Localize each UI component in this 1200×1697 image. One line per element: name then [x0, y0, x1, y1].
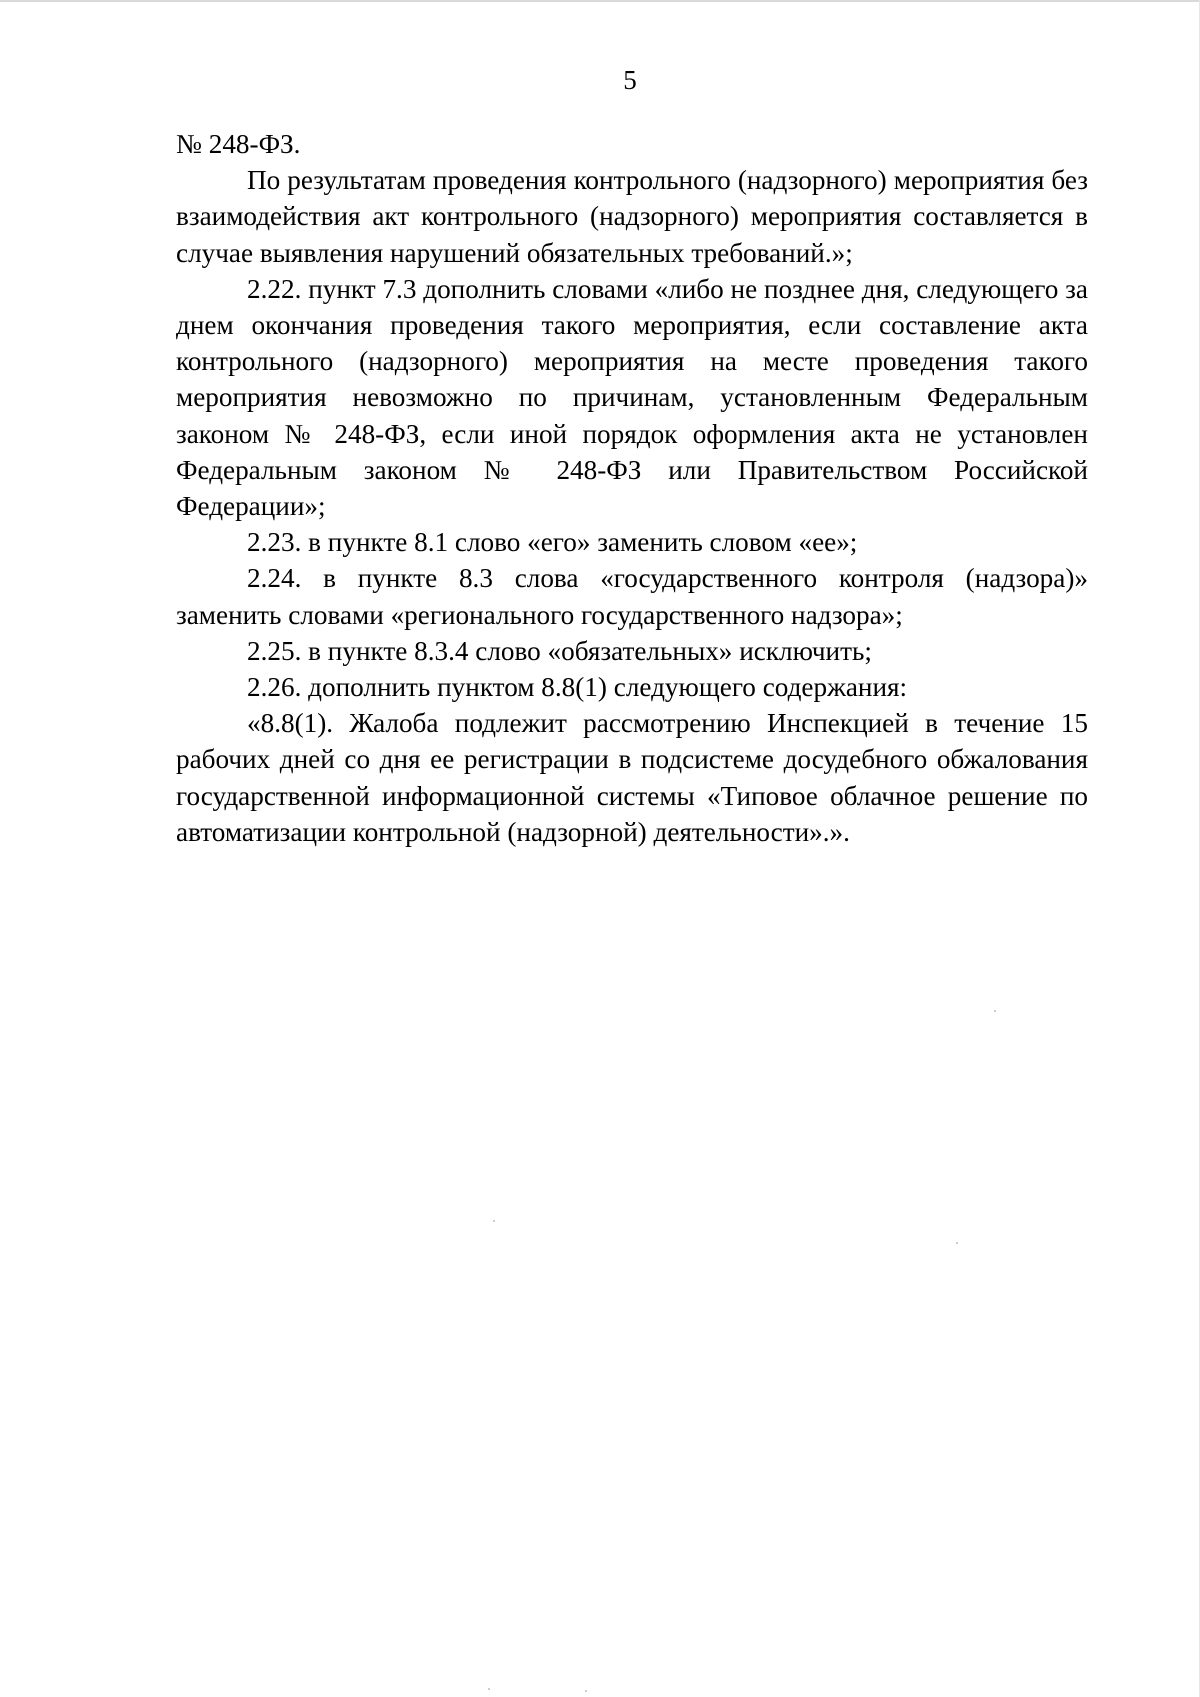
paragraph-2-25: 2.25. в пункте 8.3.4 слово «обязательных» исключить;	[247, 635, 872, 666]
scan-speck	[956, 1242, 958, 1244]
paragraph-8-8-1: «8.8(1). Жалоба подлежит рассмотрению Инспекцией в течение 15 рабочих дней со дня ее регистрации в подсистеме досудебного обжалования государственной информационной системы «Типовое облачное решение по автоматизации контрольной (надзорной) деятельности».».	[176, 708, 1088, 847]
paragraph-2-22: 2.22. пункт 7.3 дополнить словами «либо не позднее дня, следующего за днем окончания проведения такого мероприятия, если составление акта контрольного (надзорного) мероприятия на месте проведения такого мероприятия невозможно по причинам, установленным Федеральным законом № 248-ФЗ, если иной порядок оформления акта не установлен Федеральным законом № 248-ФЗ или Правительством Российской Федерации»;	[176, 273, 1088, 522]
paragraph-2-23: 2.23. в пункте 8.1 слово «его» заменить словом «ее»;	[247, 527, 858, 558]
scan-speck	[994, 1010, 996, 1012]
scan-speck	[493, 1220, 495, 1222]
paragraph-inspection-results: По результатам проведения контрольного (надзорного) мероприятия без взаимодействия акт контрольного (надзорного) мероприятия составляется в случае выявления нарушений обязательных требований.»;	[176, 165, 1088, 268]
scan-speck	[488, 1688, 490, 1690]
paragraph-law-reference: № 248-ФЗ.	[176, 129, 301, 159]
scan-edge-top	[0, 0, 1200, 2]
page-number: 5	[623, 65, 637, 95]
paragraph-2-26: 2.26. дополнить пунктом 8.8(1) следующего содержания:	[247, 672, 908, 703]
paragraph-2-24: 2.24. в пункте 8.3 слова «государственного контроля (надзора)» заменить словами «регионального государственного надзора»;	[176, 563, 1088, 630]
document-body	[176, 126, 1088, 850]
scan-speck	[585, 1690, 587, 1692]
